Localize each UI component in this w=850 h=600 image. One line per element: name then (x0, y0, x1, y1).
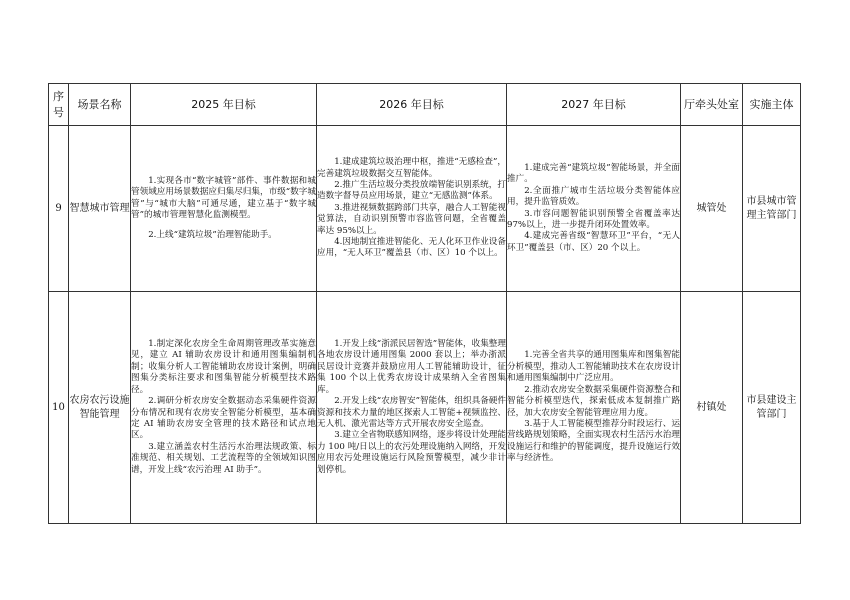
goal-item: 2.开发上线“农房智安”智能体，组织具备硬件资源和技术力量的地区探索人工智能+视频监控、无人机、激光雷达等方式开展农房安全巡查。 (317, 396, 506, 429)
goal-item: 2.上线“建筑垃圾”治理智能助手。 (148, 229, 277, 240)
row-goals-2025 (131, 292, 317, 524)
row-goals-2025 (131, 126, 317, 292)
goal-item: 4.建成完善省级“智慧环卫”平台，“无人环卫”覆盖县（市、区）20 个以上。 (507, 231, 680, 253)
row-index: 10 (49, 292, 69, 524)
header-lead-dept: 厅牵头处室 (681, 84, 743, 126)
goal-item: 1.建成建筑垃圾治理中枢，推进“无感检查”，完善建筑垃圾数据交互智能体。 (317, 157, 506, 179)
row-scene: 农房农污设施智能管理 (69, 292, 131, 524)
table-row (49, 126, 801, 292)
goal-item: 2.调研分析农房安全数据动态采集硬件资源分布情况和现有农房安全智能分析模型，基本确定 AI 辅助农房安全管理的技术路径和试点地区。 (131, 396, 316, 441)
header-2025: 2025 年目标 (131, 84, 317, 126)
goal-item: 3.建立涵盖农村生活污水治理法规政策、标准规范、相关规划、工艺流程等的全领域知识图谱，开发上线“农污治理 AI 助手”。 (131, 441, 316, 475)
goals-table (48, 83, 801, 524)
goal-item: 2.推动农房安全数据采集硬件资源整合和智能分析模型迭代，探索低成本复制推广路径，加大农房安全智能管理应用力度。 (507, 384, 680, 418)
goal-item: 1.制定深化农房全生命周期管理改革实施意见，建立 AI 辅助农房设计和通用图集编制机制；收集分析人工智能辅助农房设计案例，明确图集分类标注要求和图集智能分析模型技术路径。 (131, 339, 316, 395)
goal-item: 1.建成完善“建筑垃圾”智能场景，并全面推广。 (507, 162, 680, 185)
row-goals-2026 (317, 292, 507, 524)
goal-item: 1.实现各市“数字城管”部件、事件数据和城管领域应用场景数据应归集尽归集，市级“数字城管”与“城市大脑”可通尽通，建立基于“数字城管”的城市管理智慧化监测模型。 (131, 175, 316, 221)
row-executor: 市县建设主管部门 (743, 292, 801, 524)
row-lead-dept: 村镇处 (681, 292, 743, 524)
goal-item: 1.开发上线“浙派民居智选”智能体，收集整理各地农房设计通用图集 2000 套以上；举办浙派民居设计竞赛并鼓励应用人工智能辅助设计，征集 100 个以上优秀农房设计成果纳入全省图集库。 (317, 339, 506, 395)
goal-item: 4.因地制宜推进智能化、无人化环卫作业设备应用，“无人环卫”覆盖县（市、区）10 个以上。 (317, 237, 506, 259)
row-scene: 智慧城市管理 (69, 126, 131, 292)
row-goals-2026 (317, 126, 507, 292)
table-row (49, 292, 801, 524)
goal-item: 2.全面推广城市生活垃圾分类智能体应用，提升监管质效。 (507, 185, 680, 208)
header-2026: 2026 年目标 (317, 84, 507, 126)
row-lead-dept: 城管处 (681, 126, 743, 292)
goal-item: 2.推广生活垃圾分类投放端智能识别系统，打造数字督导员应用场景，建立“无感监测”体系。 (317, 179, 506, 202)
header-executor: 实施主体 (743, 84, 801, 126)
header-index: 序号 (49, 84, 69, 126)
table-header-row (49, 84, 801, 126)
goal-item: 3.基于人工智能模型推荐分时段运行、运营线路规划策略，全面实现农村生活污水治理设施运行和维护的智能调度，提升设施运行效率与经济性。 (507, 418, 680, 464)
goal-item: 3.建立全省物联感知网络，逐步将设计处理能力 100 吨/日以上的农污处理设施纳入网络，开发应用农污处理设施运行风险预警模型，减少非计划停机。 (317, 430, 506, 475)
row-goals-2027 (507, 292, 681, 524)
goal-item: 3.市容问题智能识别预警全省覆盖率达 97%以上，进一步提升闭环处置效率。 (507, 208, 680, 230)
row-goals-2027 (507, 126, 681, 292)
goal-item: 1.完善全省共享的通用图集库和图集智能分析模型，推动人工智能辅助技术在农房设计和通用图集编制中广泛应用。 (507, 350, 680, 384)
row-executor: 市县城市管理主管部门 (743, 126, 801, 292)
goal-item: 3.推进视频数据跨部门共享，融合人工智能视觉算法，自动识别预警市容监管问题，全省覆盖率达 95%以上。 (317, 202, 506, 236)
row-index: 9 (49, 126, 69, 292)
header-scene: 场景名称 (69, 84, 131, 126)
header-2027: 2027 年目标 (507, 84, 681, 126)
